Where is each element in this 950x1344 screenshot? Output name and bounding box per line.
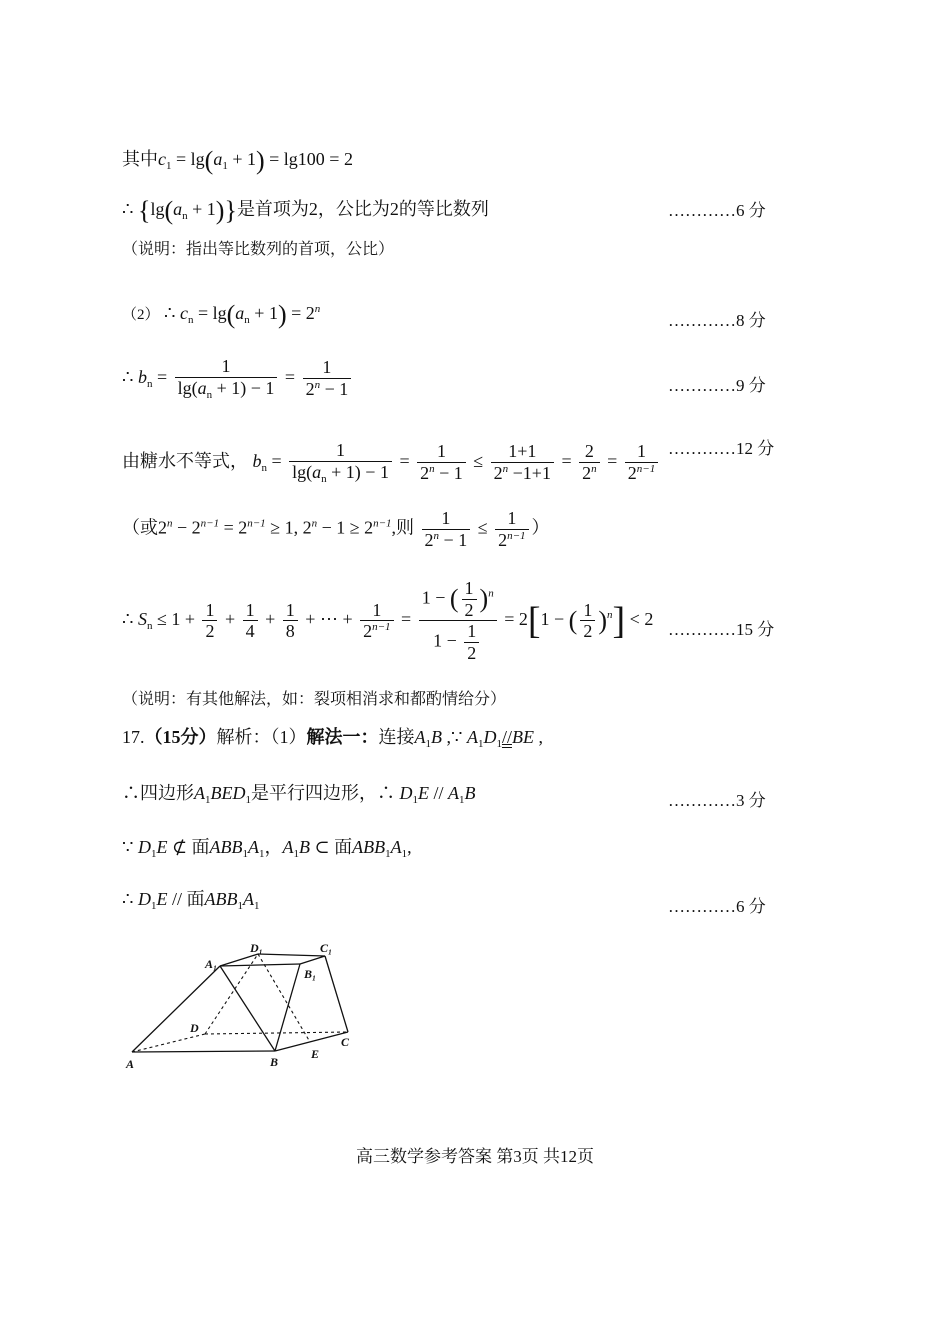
line-not-in-plane: ∵ $D_1E$ ⊄ 面$ABB_1A_1$，$A_1B$ ⊂ 面$ABB_1A_1$, [122,837,412,860]
label-a: A [126,1057,135,1071]
line-alt: （或$2^n - 2^{n-1} = 2^{n-1} \ge 1$, $2^n - 1 \ge 2^{n-1}$,则 $\frac{1}{2^n - 1}$ ≤ $\frac{1}{2^{n-1}}$ ） [122,508,550,550]
line-bn: ∴ $b_n$ = $\frac{1}{\lg(a_n + 1) - 1}$ = $\frac{1}{2^n - 1}$ [122,356,354,401]
line-cn: （2） ∴ $c_n = \lg(a_n + 1) = 2^n$ [122,300,321,329]
edge-a1d1 [220,954,258,966]
edge-b1c1 [300,956,325,964]
page-footer: 高三数学参考答案 第3页 共12页 [356,1147,594,1166]
score-15: …………15 分 [668,620,775,639]
label-b: B [270,1055,279,1069]
label-e: E [311,1047,320,1061]
edge-ab [132,1051,275,1052]
edge-ad [132,1034,205,1052]
text-part2: （2） [122,307,160,324]
text-geometric: 是首项为2，公比为2的等比数列 [236,199,489,220]
edge-dc [205,1032,348,1034]
label-c1: C₁ [320,941,333,955]
text-face1: 面 [191,837,210,857]
edge-cc1 [325,956,348,1032]
line-conclusion: ∴ $D_1E$ // 面$ABB_1A_1$ [122,889,260,912]
score-9: …………9 分 [668,376,766,395]
score-6a: …………6 分 [668,201,766,220]
note-1: （说明：指出等比数列的首项，公比） [122,241,395,258]
label-d: D [190,1021,199,1035]
problem-score: （15分） [144,727,217,747]
text-quad: 四边形 [140,783,194,803]
text-face2: 面 [334,837,353,857]
text-then: 则 [396,517,415,538]
text-face3: 面 [186,889,205,909]
score-3: …………3 分 [668,791,766,810]
label-d1: D₁ [250,941,263,955]
edge-d1c1 [258,954,325,956]
score-12: …………12 分 [668,439,775,458]
note-2: （说明：有其他解法，如：裂项相消求和都酌情给分） [122,691,507,708]
label-a1: A₁ [205,957,218,971]
edge-aa1 [132,966,220,1052]
edge-d1e [258,954,310,1042]
text-method: 解法一： [306,727,379,747]
line-sugar: 由糖水不等式， $b_n$ = $\frac{1}{\lg(a_n + 1) - 1}$ = $\frac{1}{2^n - 1}$ ≤ $\frac{1+1}{2^n -1+1}$ = $\frac{2}{2^n}$ = $\frac{1}{2^{n-1}}$ [122,440,661,485]
line-c1: 其中$c_1 = \lg(a_1 + 1) = \lg 100 = 2$ [122,146,353,175]
score-6b: …………6 分 [668,897,766,916]
problem-number: 17. [122,727,145,747]
text-parse: 解析：（1） [216,727,307,747]
edge-a1b [220,966,275,1051]
edge-bb1 [275,964,300,1051]
text-qizhong: 其中 [122,149,158,170]
line-sn: ∴ $S_n \le 1$ + $\frac{1}{2}$ + $\frac{1}{4}$ + $\frac{1}{8}$ + ⋯ + $\frac{1}{2^{n-1}}$ = 1 − ( $\frac{1}{2}$ )$^n$ 1 − $\frac{1}{2}$ = 2[1 − ( $\frac{1}{2}$ )$^n$] < 2 [122,578,654,664]
label-b1: B₁ [304,967,317,981]
text-or: （或 [122,517,158,538]
text-is-parallelogram: 是平行四边形， [251,783,377,803]
text-sugar: 由糖水不等式， [122,450,248,471]
text-close: ） [531,517,550,538]
line-17: 17.（15分）解析：（1）解法一：连接$A_1B$ ,∵ $A_1D_1//BE$ , [122,727,543,750]
line-geometric: ∴ $\{\lg(a_n + 1)\}$是首项为2，公比为2的等比数列 [122,196,489,225]
label-c: C [341,1035,350,1049]
line-parallelogram: ∴四边形$A_1BED_1$是平行四边形，∴ $D_1E // A_1B$ [122,783,476,806]
score-8: …………8 分 [668,311,766,330]
prism-figure [120,936,380,1076]
edge-a1b1 [220,964,300,966]
text-connect: 连接 [378,727,415,747]
